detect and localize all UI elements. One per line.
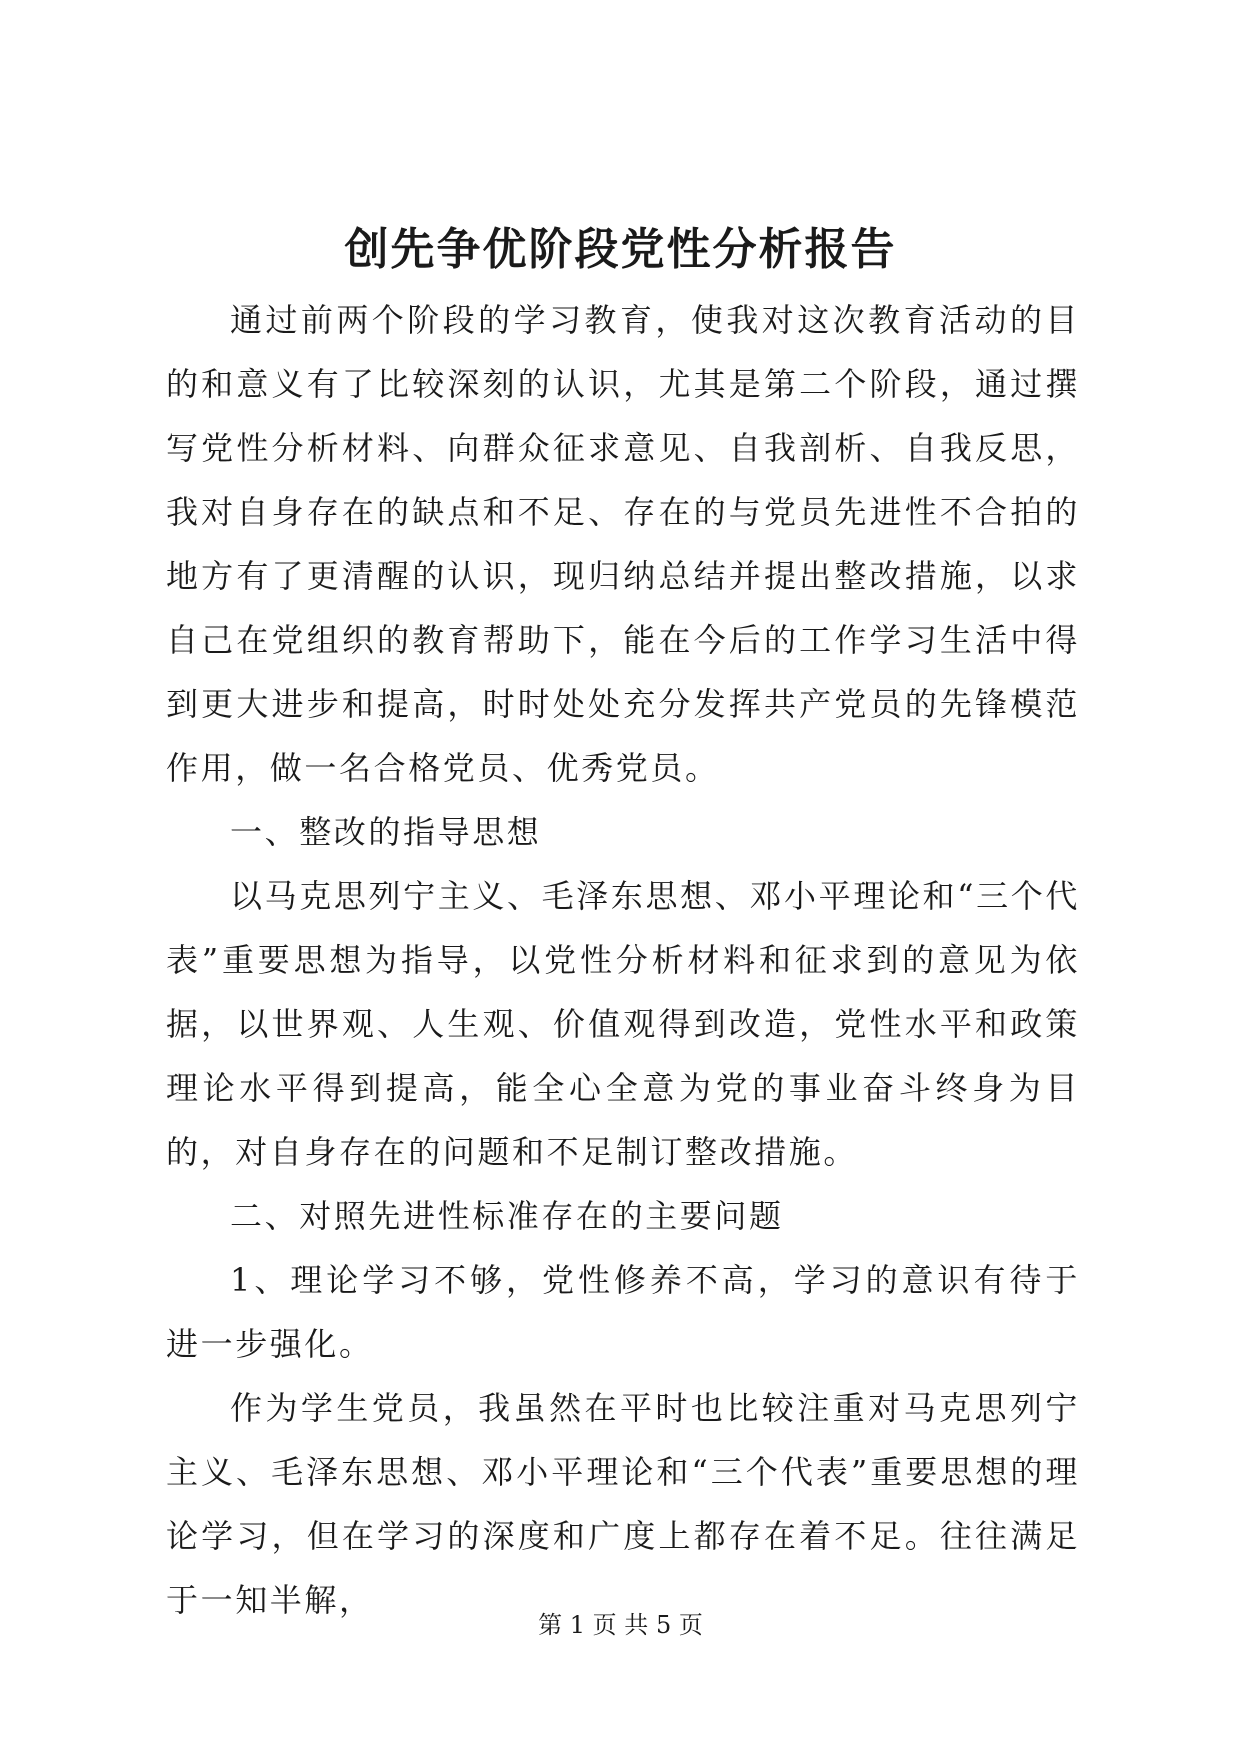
guiding-ideology-paragraph: 以马克思列宁主义、毛泽东思想、邓小平理论和“三个代表”重要思想为指导，以党性分析材料和征求到的意见为依据，以世界观、人生观、价值观得到改造，党性水平和政策理论水平得到提高，能全心全意为党的事业奋斗终身为目的，对自身存在的问题和不足制订整改措施。 <box>166 877 1080 1171</box>
problem-item-1: 1、理论学习不够，党性修养不高，学习的意识有待于进一步强化。 <box>166 1261 1080 1363</box>
problem-1-detail-paragraph: 作为学生党员，我虽然在平时也比较注重对马克思列宁主义、毛泽东思想、邓小平理论和“三个代表”重要思想的理论学习，但在学习的深度和广度上都存在着不足。往往满足于一知半解， <box>166 1389 1080 1619</box>
document-body <box>166 288 1080 1632</box>
section-heading-main-problems: 二、对照先进性标准存在的主要问题 <box>230 1197 784 1235</box>
intro-paragraph: 通过前两个阶段的学习教育，使我对这次教育活动的目的和意义有了比较深刻的认识，尤其是第二个阶段，通过撰写党性分析材料、向群众征求意见、自我剖析、自我反思，我对自身存在的缺点和不足、存在的与党员先进性不合拍的地方有了更清醒的认识，现归纳总结并提出整改措施，以求自己在党组织的教育帮助下，能在今后的工作学习生活中得到更大进步和提高，时时处处充分发挥共产党员的先锋模范作用，做一名合格党员、优秀党员。 <box>166 301 1080 787</box>
page-number-footer: 第 1 页 共 5 页 <box>538 1611 703 1639</box>
document-title: 创先争优阶段党性分析报告 <box>344 224 897 275</box>
section-heading-guiding-ideology: 一、整改的指导思想 <box>230 813 542 851</box>
